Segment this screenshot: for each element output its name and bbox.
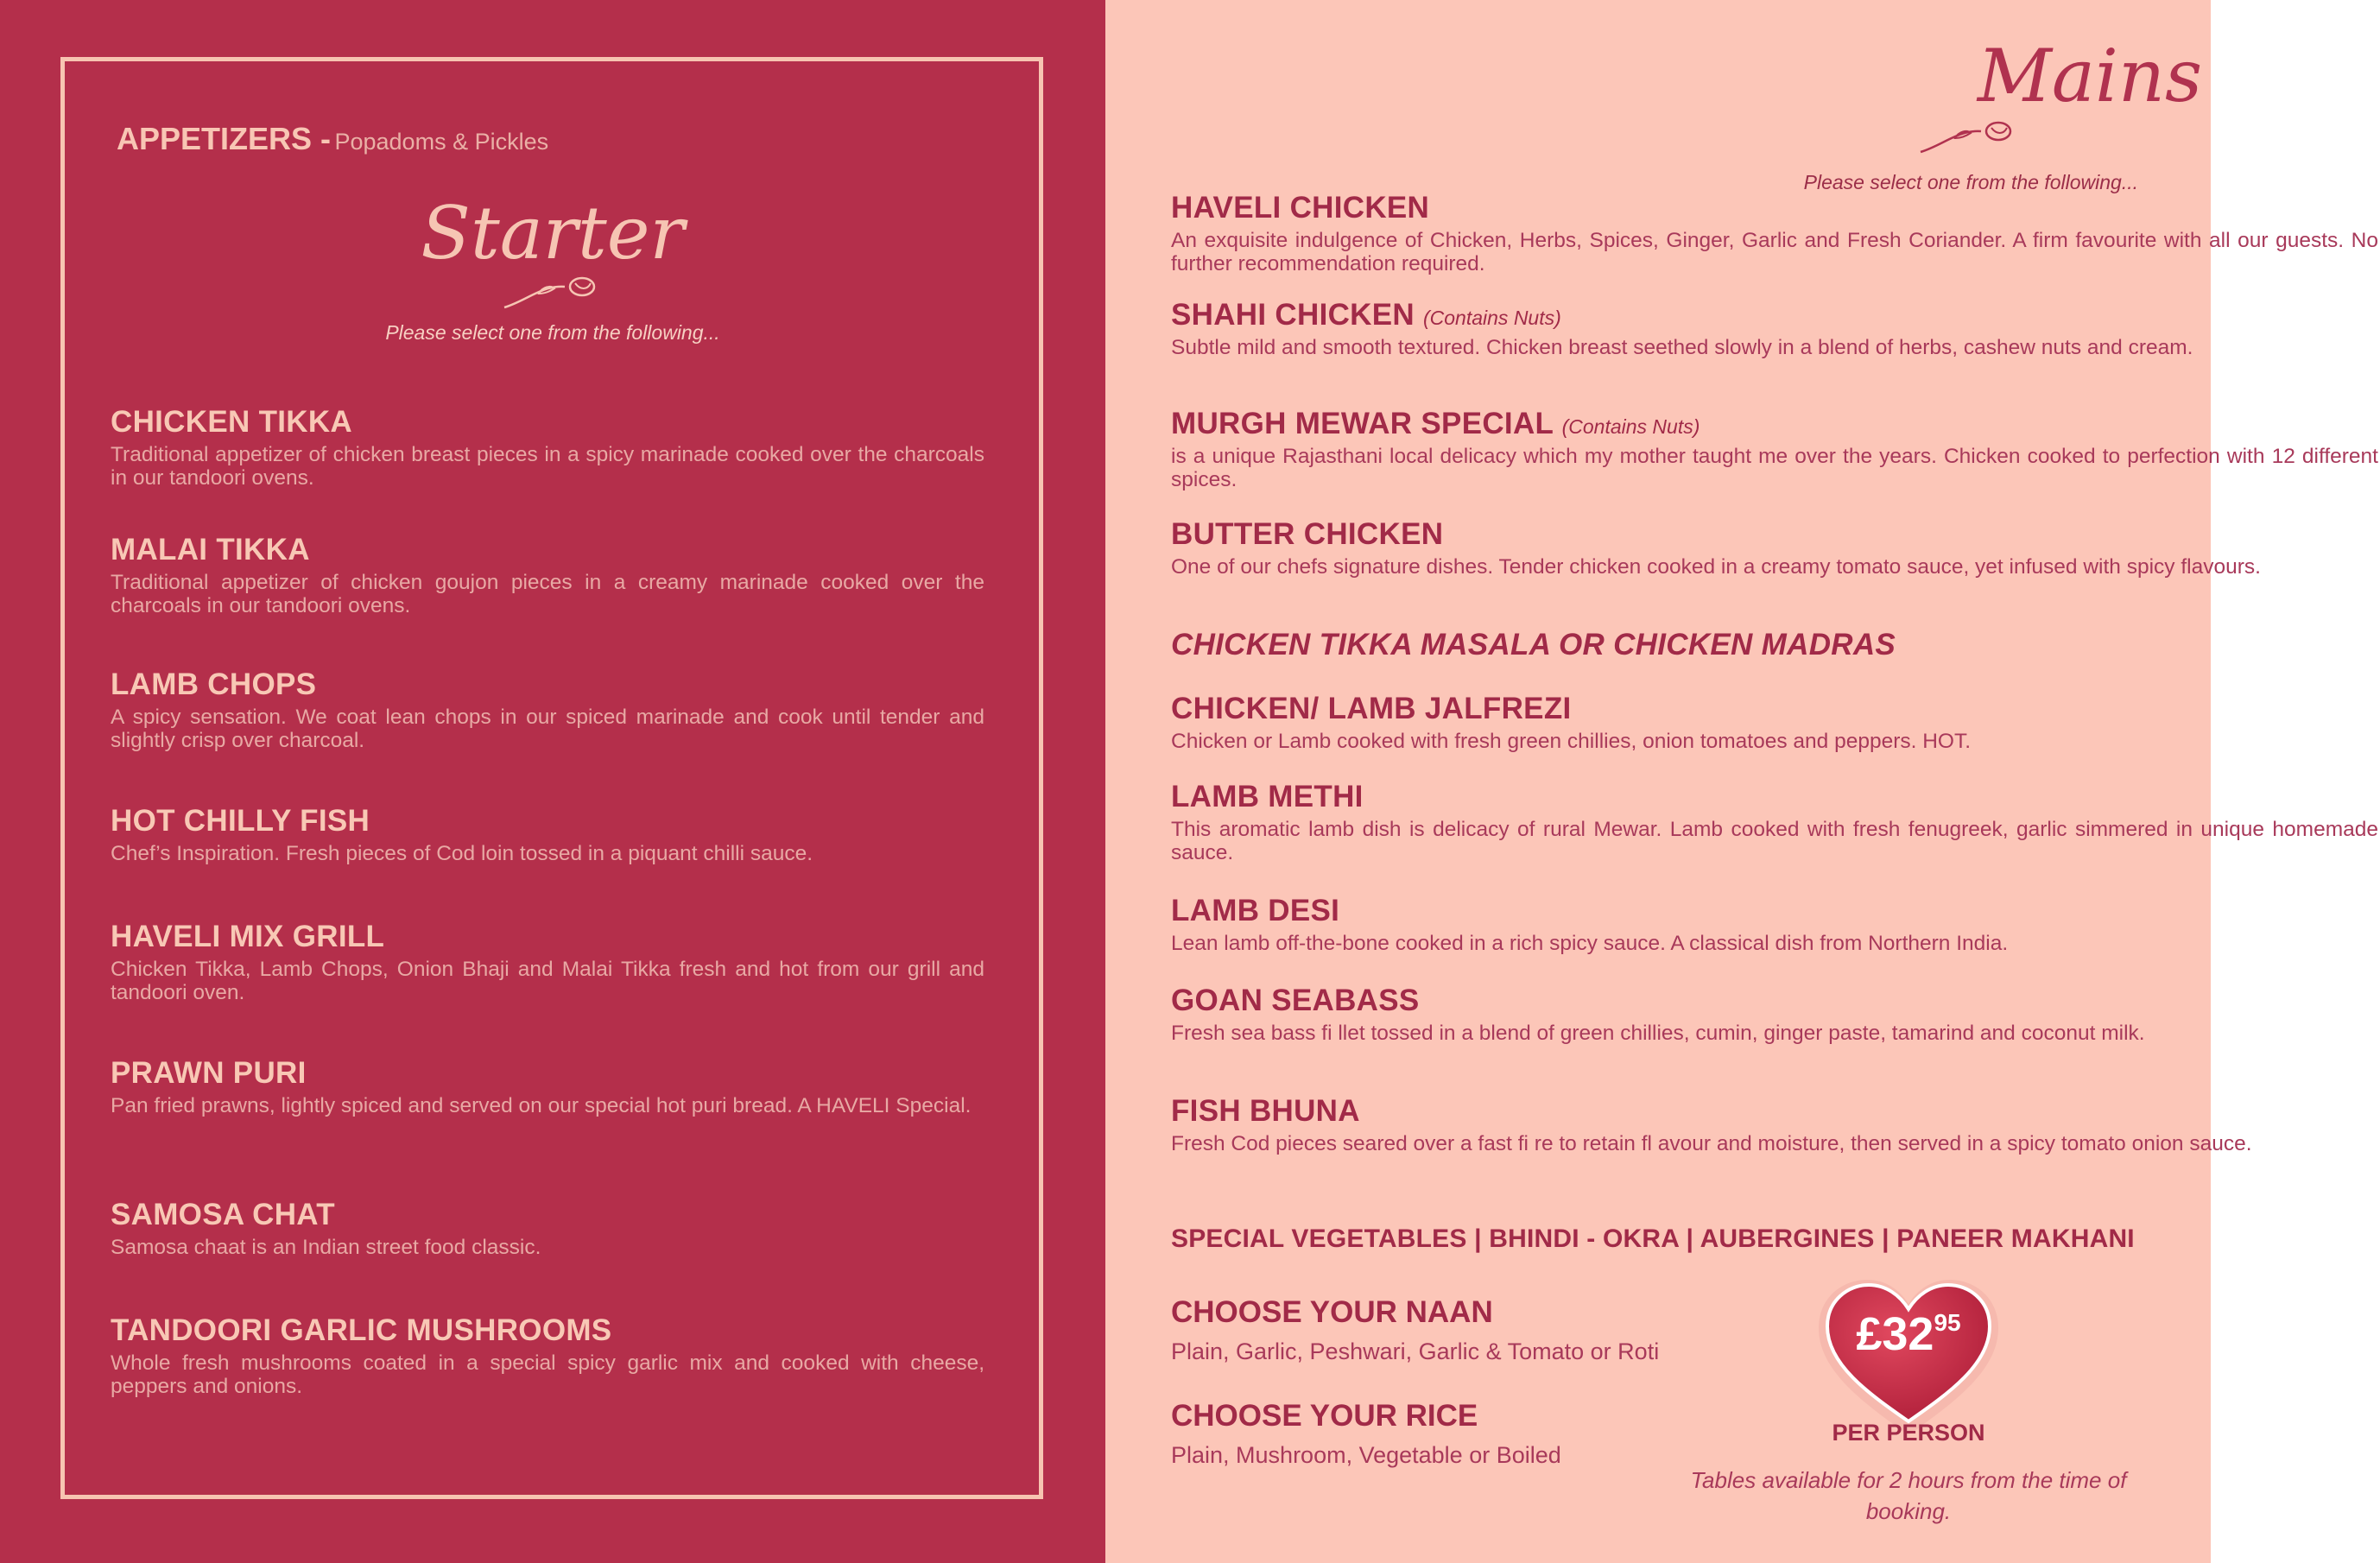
starter-instruction: Please select one from the following... bbox=[385, 321, 720, 344]
item-name: SHAHI CHICKEN (Contains Nuts) bbox=[1171, 298, 1561, 332]
item-note: (Contains Nuts) bbox=[1423, 307, 1561, 329]
item-desc: Chicken Tikka, Lamb Chops, Onion Bhaji and Malai Tikka fresh and hot from our grill and tandoori oven. bbox=[111, 958, 984, 1004]
item-desc: Subtle mild and smooth textured. Chicken breast seethed slowly in a blend of herbs, cashew nuts and cream. bbox=[1171, 336, 2193, 359]
naan-options: Plain, Garlic, Peshwari, Garlic & Tomato or Roti bbox=[1171, 1338, 1660, 1364]
appetizers-label: APPETIZERS - bbox=[117, 121, 332, 156]
starter-title: Starter bbox=[421, 191, 685, 275]
menu-item bbox=[1171, 627, 2378, 663]
appetizers-sub: Popadoms & Pickles bbox=[334, 129, 549, 155]
choose-naan bbox=[1171, 1295, 1659, 1365]
item-name: PRAWN PURI bbox=[111, 1056, 307, 1090]
menu-item bbox=[111, 803, 984, 866]
item-desc: Chef’s Inspiration. Fresh pieces of Cod loin tossed in a piquant chilli sauce. bbox=[111, 842, 813, 865]
item-desc: A spicy sensation. We coat lean chops in our spiced marinade and cook until tender and slightly crisp over charcoal. bbox=[111, 706, 984, 752]
menu-item bbox=[111, 1197, 984, 1260]
menu-item bbox=[111, 532, 984, 618]
rice-title: CHOOSE YOUR RICE bbox=[1171, 1399, 1478, 1433]
menu-item bbox=[1171, 893, 2378, 956]
item-desc: One of our chefs signature dishes. Tender chicken cooked in a creamy tomato sauce, yet infused with spicy flavours. bbox=[1171, 555, 2261, 579]
item-name: SAMOSA CHAT bbox=[111, 1198, 335, 1231]
item-desc: An exquisite indulgence of Chicken, Herbs, Spices, Ginger, Garlic and Fresh Coriander. A firm favourite with all our guests. No further recommendation required. bbox=[1171, 229, 2378, 275]
mains-instruction: Please select one from the following... bbox=[1803, 171, 2138, 193]
item-name: LAMB CHOPS bbox=[111, 668, 317, 701]
item-name: MURGH MEWAR SPECIAL (Contains Nuts) bbox=[1171, 407, 1700, 440]
item-name: LAMB METHI bbox=[1171, 780, 1364, 813]
menu-item bbox=[1171, 190, 2378, 276]
item-desc: This aromatic lamb dish is delicacy of rural Mewar. Lamb cooked with fresh fenugreek, garlic simmered in unique homemade sauce. bbox=[1171, 818, 2378, 864]
price-main: £32 bbox=[1856, 1308, 1934, 1360]
choose-rice bbox=[1171, 1399, 1561, 1469]
item-desc: Fresh Cod pieces seared over a fast fi re to retain fl avour and moisture, then served in a spicy tomato onion sauce. bbox=[1171, 1132, 2252, 1155]
item-desc: Samosa chaat is an Indian street food classic. bbox=[111, 1236, 541, 1259]
appetizers-heading bbox=[117, 121, 548, 157]
item-desc: Fresh sea bass fi llet tossed in a blend of green chillies, cumin, ginger paste, tamarind and coconut milk. bbox=[1171, 1022, 2145, 1045]
per-person-label: PER PERSON bbox=[1832, 1420, 1985, 1446]
item-desc: Traditional appetizer of chicken goujon pieces in a creamy marinade cooked over the charcoals in our tandoori ovens. bbox=[111, 571, 984, 617]
item-name: LAMB DESI bbox=[1171, 894, 1340, 927]
rice-options: Plain, Mushroom, Vegetable or Boiled bbox=[1171, 1442, 1561, 1468]
item-desc: Traditional appetizer of chicken breast pieces in a spicy marinade cooked over the charcoals in our tandoori ovens. bbox=[111, 443, 984, 490]
rose-icon bbox=[1917, 119, 2021, 155]
menu-item bbox=[1171, 691, 2378, 754]
item-name: BUTTER CHICKEN bbox=[1171, 517, 1444, 551]
item-note: (Contains Nuts) bbox=[1561, 415, 1700, 438]
naan-title: CHOOSE YOUR NAAN bbox=[1171, 1295, 1493, 1329]
item-desc: Lean lamb off-the-bone cooked in a rich spicy sauce. A classical dish from Northern India. bbox=[1171, 932, 2009, 955]
item-name: MALAI TIKKA bbox=[111, 533, 310, 566]
menu-item bbox=[111, 919, 984, 1005]
price-pence: 95 bbox=[1934, 1309, 1961, 1336]
menu-item bbox=[111, 1055, 984, 1118]
item-name: HAVELI CHICKEN bbox=[1171, 191, 1430, 225]
menu-item bbox=[1171, 1093, 2378, 1156]
item-desc: is a unique Rajasthani local delicacy which my mother taught me over the years. Chicken cooked to perfection with 12 different spices. bbox=[1171, 445, 2378, 491]
menu-item bbox=[1171, 516, 2378, 579]
item-name: CHICKEN TIKKA bbox=[111, 405, 353, 439]
mains-title: Mains bbox=[1977, 34, 2203, 118]
item-desc: Pan fried prawns, lightly spiced and served on our special hot puri bread. A HAVELI Special. bbox=[111, 1094, 972, 1117]
item-name: HAVELI MIX GRILL bbox=[111, 920, 385, 953]
menu-item bbox=[1171, 779, 2378, 865]
menu-item bbox=[111, 404, 984, 490]
tables-note: Tables available for 2 hours from the time of booking. bbox=[1690, 1467, 2127, 1525]
menu-item bbox=[1171, 297, 2378, 360]
rose-icon bbox=[501, 275, 604, 311]
special-vegetables: SPECIAL VEGETABLES | BHINDI - OKRA | AUBERGINES | PANEER MAKHANI bbox=[1171, 1224, 2135, 1253]
menu-item bbox=[111, 1313, 984, 1399]
menu-item bbox=[111, 667, 984, 753]
item-name: FISH BHUNA bbox=[1171, 1094, 1360, 1128]
item-desc: Chicken or Lamb cooked with fresh green chillies, onion tomatoes and peppers. HOT. bbox=[1171, 730, 1972, 753]
starter-panel bbox=[0, 0, 1105, 1563]
price-badge bbox=[1813, 1307, 2003, 1361]
item-name: CHICKEN TIKKA MASALA OR CHICKEN MADRAS bbox=[1171, 628, 1896, 661]
mains-panel bbox=[1105, 0, 2378, 1563]
item-name: HOT CHILLY FISH bbox=[111, 804, 370, 838]
item-name: GOAN SEABASS bbox=[1171, 984, 1420, 1017]
item-name: TANDOORI GARLIC MUSHROOMS bbox=[111, 1313, 612, 1347]
item-desc: Whole fresh mushrooms coated in a special spicy garlic mix and cooked with cheese, peppers and onions. bbox=[111, 1351, 984, 1398]
menu-item bbox=[1171, 983, 2378, 1046]
item-name: CHICKEN/ LAMB JALFREZI bbox=[1171, 692, 1572, 725]
menu-item bbox=[1171, 406, 2378, 492]
